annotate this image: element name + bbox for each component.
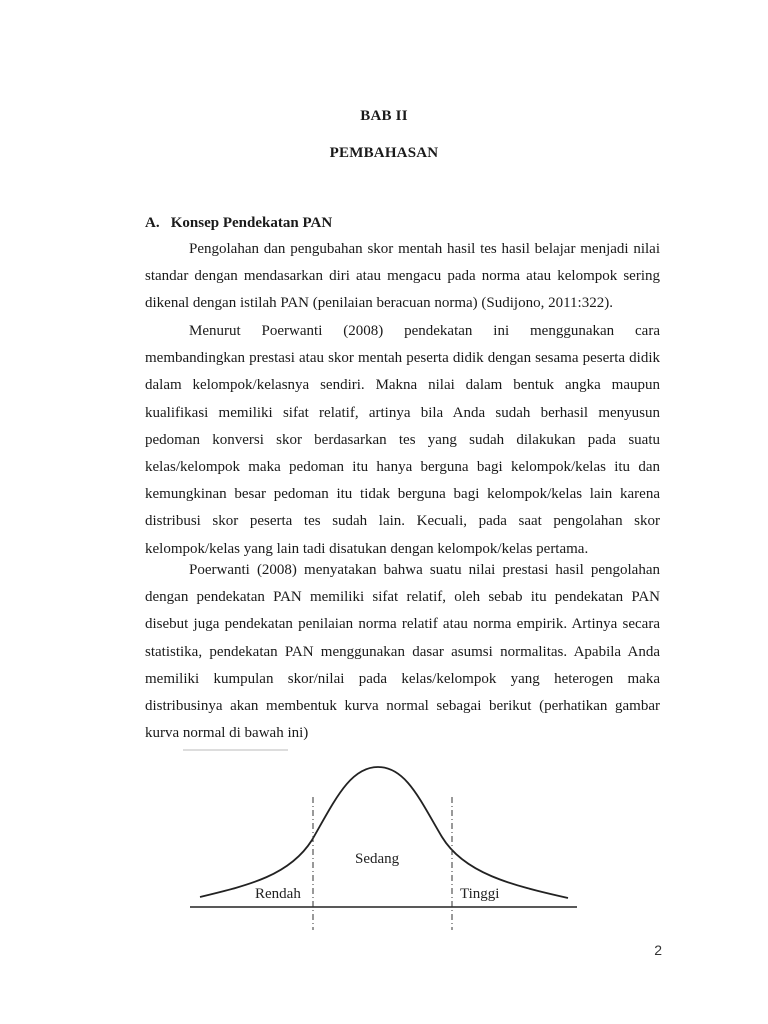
label-sedang: Sedang [355,851,400,867]
section-number: A. [145,215,160,231]
paragraph-text: Menurut Poerwanti (2008) pendekatan ini menggunakan cara membandingkan prestasi atau skor mentah peserta didik dengan sesama peserta didik dalam kelompok/kelasnya sendiri. Makna nilai dalam bentuk angka maupun kualifikasi memiliki sifat relatif, artinya bila Anda sudah berhasil menyusun pedoman konversi skor berdasarkan tes yang sudah dilakukan pada suatu kelas/kelompok maka pedoman itu hanya berguna bagi kelompok/kelas itu dan kemungkinan besar pedoman itu tidak berguna bagi kelompok/kelas lain karena distribusi skor peserta tes sudah lain. Kecuali, pada saat pengolahan skor kelompok/kelas yang lain tadi disatukan dengan kelompok/kelas pertama. [145,323,660,557]
paragraph-1 [145,236,660,318]
paragraph-text: Pengolahan dan pengubahan skor mentah hasil tes hasil belajar menjadi nilai standar dengan mendasarkan diri atau mengacu pada norma atau kelompok sering dikenal dengan istilah PAN (penilaian beracuan norma) (Sudijono, 2011:322). [145,241,660,312]
section-title: Konsep Pendekatan PAN [170,215,333,231]
chapter-heading: BAB II [360,108,408,124]
chapter-title: PEMBAHASAN [329,145,439,161]
paragraph-2 [145,318,660,563]
label-tinggi: Tinggi [460,886,500,902]
label-rendah: Rendah [255,886,301,902]
section-heading [145,215,332,232]
bell-curve [200,767,568,898]
normal-curve-figure [180,745,590,935]
page-number: 2 [654,942,662,958]
paragraph-3 [145,557,660,747]
paragraph-text: Poerwanti (2008) menyatakan bahwa suatu nilai prestasi hasil pengolahan dengan pendekatan PAN memiliki sifat relatif, oleh sebab itu pendekatan PAN disebut juga pendekatan penilaian norma relatif atau norma empirik. Artinya secara statistika, pendekatan PAN menggunakan dasar asumsi normalitas. Apabila Anda memiliki kumpulan skor/nilai pada kelas/kelompok yang heterogen maka distribusinya akan membentuk kurva normal sebagai berikut (perhatikan gambar kurva normal di bawah ini) [145,562,660,742]
